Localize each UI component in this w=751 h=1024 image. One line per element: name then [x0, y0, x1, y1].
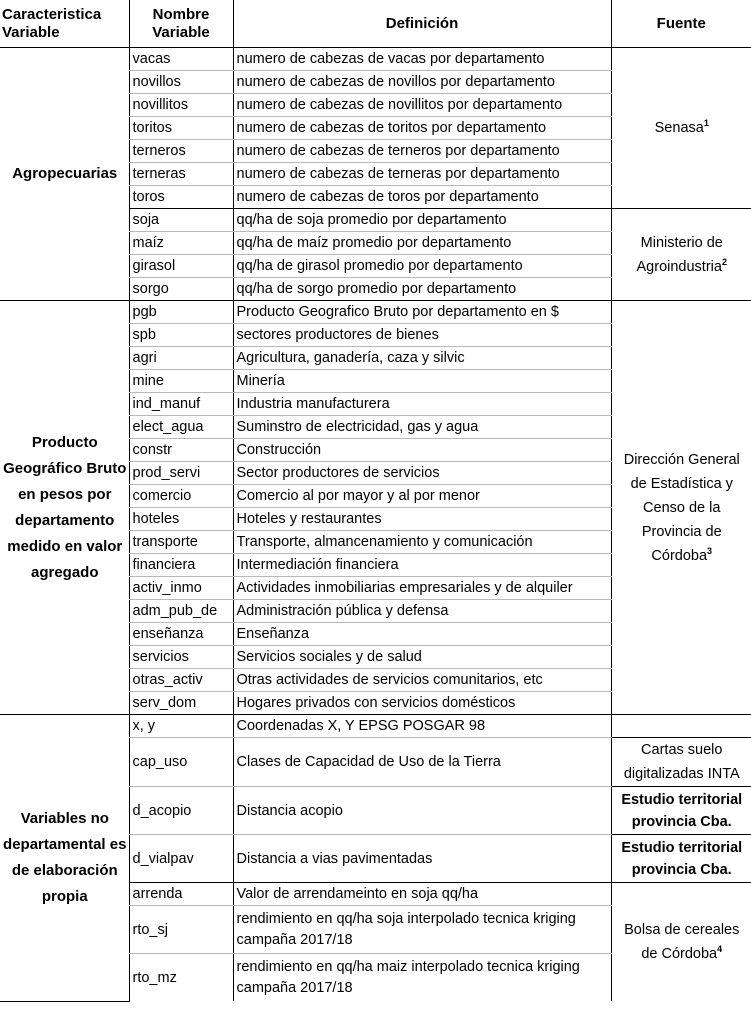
header-definition: Definición — [233, 0, 611, 48]
variable-definition: sectores productores de bienes — [233, 324, 611, 347]
variable-name: novillitos — [129, 94, 233, 117]
category-pgb: Producto Geográfico Bruto en pesos por departamento medido en valor agregado — [0, 301, 129, 715]
source-estudio-territorial: Estudio territorial provincia Cba. — [611, 835, 751, 883]
variable-name: girasol — [129, 255, 233, 278]
variable-name: agri — [129, 347, 233, 370]
variable-name: transporte — [129, 531, 233, 554]
variable-name: d_acopio — [129, 787, 233, 835]
table-row — [0, 301, 751, 324]
source-empty — [611, 715, 751, 738]
header-name: Nombre Variable — [129, 0, 233, 48]
variable-definition: Minería — [233, 370, 611, 393]
variable-name: elect_agua — [129, 416, 233, 439]
variable-name: comercio — [129, 485, 233, 508]
variable-name: vacas — [129, 48, 233, 71]
variable-definition: Construcción — [233, 439, 611, 462]
variable-name: servicios — [129, 646, 233, 669]
variable-name: ind_manuf — [129, 393, 233, 416]
variable-name: cap_uso — [129, 738, 233, 787]
variable-name: sorgo — [129, 278, 233, 301]
variable-definition: Valor de arrendameinto en soja qq/ha — [233, 883, 611, 906]
variable-definition: Enseñanza — [233, 623, 611, 646]
variable-name: activ_inmo — [129, 577, 233, 600]
variable-name: terneras — [129, 163, 233, 186]
variable-definition: Hogares privados con servicios domésticos — [233, 692, 611, 715]
variable-definition: Intermediación financiera — [233, 554, 611, 577]
variable-definition: Administración pública y defensa — [233, 600, 611, 623]
variable-definition: Agricultura, ganadería, caza y silvic — [233, 347, 611, 370]
variable-definition: rendimiento en qq/ha maiz interpolado tecnica kriging campaña 2017/18 — [233, 954, 611, 1002]
variable-name: novillos — [129, 71, 233, 94]
variable-name: financiera — [129, 554, 233, 577]
variable-definition: numero de cabezas de toritos por departamento — [233, 117, 611, 140]
variable-definition: qq/ha de girasol promedio por departamento — [233, 255, 611, 278]
table-row — [0, 48, 751, 71]
variable-definition: numero de cabezas de terneros por departamento — [233, 140, 611, 163]
variable-definition: Clases de Capacidad de Uso de la Tierra — [233, 738, 611, 787]
variable-name: x, y — [129, 715, 233, 738]
variable-name: hoteles — [129, 508, 233, 531]
variable-definition: qq/ha de maíz promedio por departamento — [233, 232, 611, 255]
source-cartas-suelo: Cartas suelo digitalizadas INTA — [611, 738, 751, 787]
variable-definition: Hoteles y restaurantes — [233, 508, 611, 531]
variable-definition: Sector productores de servicios — [233, 462, 611, 485]
variable-name: otras_activ — [129, 669, 233, 692]
variable-name: enseñanza — [129, 623, 233, 646]
variable-definition: Actividades inmobiliarias empresariales y de alquiler — [233, 577, 611, 600]
variable-name: pgb — [129, 301, 233, 324]
source-bolsa-cereales: Bolsa de cereales de Córdoba$^4$ — [624, 922, 740, 962]
variable-definition: Distancia a vias pavimentadas — [233, 835, 611, 883]
variable-name: serv_dom — [129, 692, 233, 715]
variable-definition: Comercio al por mayor y al por menor — [233, 485, 611, 508]
variable-name: terneros — [129, 140, 233, 163]
variable-name: mine — [129, 370, 233, 393]
variable-name: constr — [129, 439, 233, 462]
variable-definition: Industria manufacturera — [233, 393, 611, 416]
variable-definition: numero de cabezas de toros por departamento — [233, 186, 611, 209]
source-senasa: Senasa$^1$ — [611, 48, 751, 209]
variable-definition: Otras actividades de servicios comunitarios, etc — [233, 669, 611, 692]
variable-name: rto_mz — [129, 954, 233, 1002]
variable-name: spb — [129, 324, 233, 347]
variable-definition: numero de cabezas de terneras por departamento — [233, 163, 611, 186]
variable-definition: Distancia acopio — [233, 787, 611, 835]
variable-definition: Transporte, almancenamiento y comunicación — [233, 531, 611, 554]
table-row — [0, 715, 751, 738]
variable-definition: qq/ha de soja promedio por departamento — [233, 209, 611, 232]
variable-definition: numero de cabezas de novillitos por departamento — [233, 94, 611, 117]
header-source: Fuente — [611, 0, 751, 48]
variable-name: rto_sj — [129, 906, 233, 954]
variable-name: toritos — [129, 117, 233, 140]
variable-definition: Servicios sociales y de salud — [233, 646, 611, 669]
table-header-row — [0, 0, 751, 48]
variable-name: soja — [129, 209, 233, 232]
variable-name: adm_pub_de — [129, 600, 233, 623]
category-variables-no-departamentales: Variables no departamental es de elaboración propia — [0, 715, 129, 1002]
variable-name: arrenda — [129, 883, 233, 906]
variable-name: maíz — [129, 232, 233, 255]
variable-definition: rendimiento en qq/ha soja interpolado tecnica kriging campaña 2017/18 — [233, 906, 611, 954]
variable-definition: Coordenadas X, Y EPSG POSGAR 98 — [233, 715, 611, 738]
variable-definition: Suminstro de electricidad, gas y agua — [233, 416, 611, 439]
source-direccion-general: Dirección General de Estadística y Censo de la Provincia de Córdoba$^3$ — [611, 301, 751, 715]
header-characteristic: Caracteristica Variable — [0, 0, 129, 48]
variable-definition: numero de cabezas de vacas por departamento — [233, 48, 611, 71]
category-agropecuarias: Agropecuarias — [0, 48, 129, 301]
variable-definition: Producto Geografico Bruto por departamento en $ — [233, 301, 611, 324]
variable-name: prod_servi — [129, 462, 233, 485]
source-ministerio: Ministerio de Agroindustria$^2$ — [611, 209, 751, 301]
variable-definition: qq/ha de sorgo promedio por departamento — [233, 278, 611, 301]
variable-name: toros — [129, 186, 233, 209]
variable-definition: numero de cabezas de novillos por departamento — [233, 71, 611, 94]
source-estudio-territorial: Estudio territorial provincia Cba. — [611, 787, 751, 835]
variable-name: d_vialpav — [129, 835, 233, 883]
